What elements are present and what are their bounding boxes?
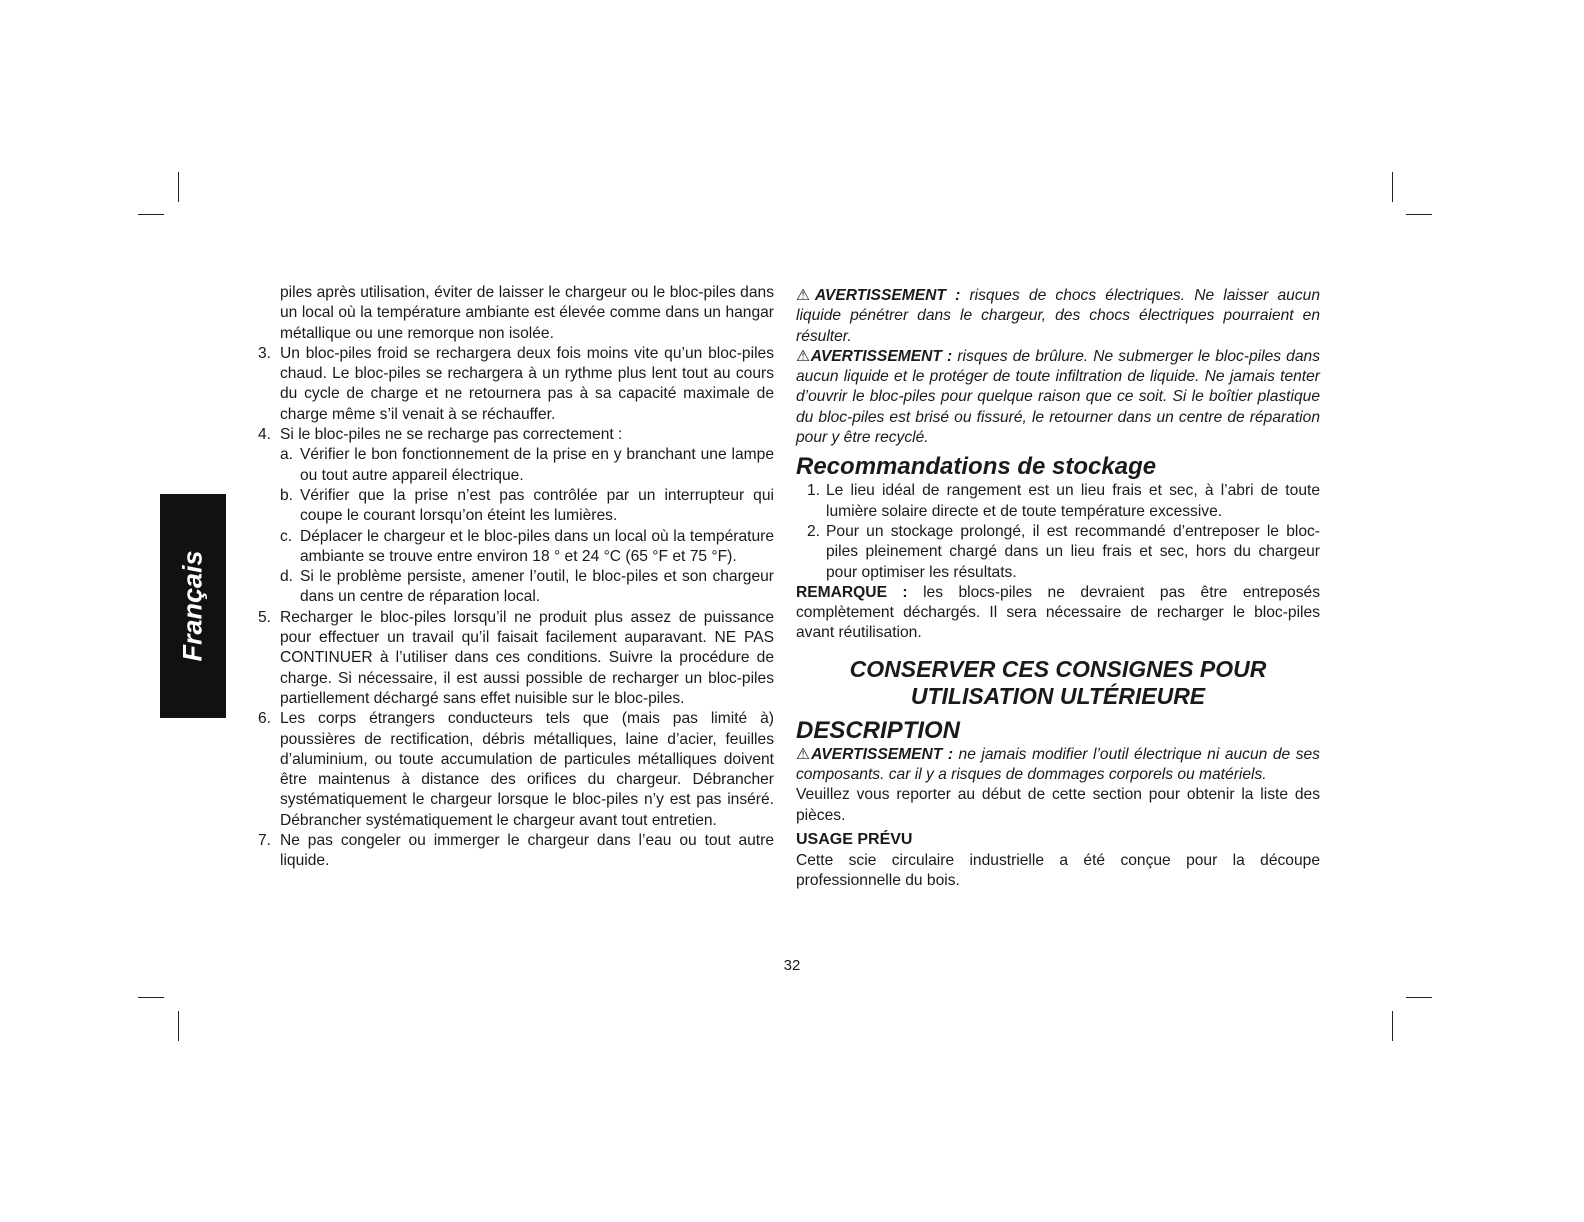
warning-shock <box>796 286 1320 347</box>
warning-label: AVERTISSEMENT : <box>811 745 954 763</box>
list-text: Le lieu idéal de rangement est un lieu frais et sec, à l’abri de toute lumière solaire directe et de toute température excessive. <box>826 482 1320 520</box>
list-number: 5. <box>258 608 272 626</box>
list-text: Déplacer le chargeur et le bloc-piles dans un local où la température ambiante se trouve entre environ 18 ° et 24 °C (65 °F et 75 °F). <box>300 527 774 565</box>
list-letter: b. <box>280 486 294 504</box>
crop-mark <box>178 1011 179 1041</box>
list-letter: a. <box>280 446 294 464</box>
warning-burn <box>796 347 1320 448</box>
list-number: 4. <box>258 426 272 444</box>
list-text: Les corps étrangers conducteurs tels que (mais pas limité à) poussières de rectification, débris métalliques, laine d’acier, feuilles d’aluminium, ou toute accumulation de particules métalliques doivent être maintenus à distance des orifices du chargeur. Débrancher systématiquement le chargeur lorsque le bloc-piles n’y est pas inséré. Débrancher systématiquement le chargeur avant tout entretien. <box>280 710 774 829</box>
list-text: Vérifier le bon fonctionnement de la prise en y branchant une lampe ou tout autre appareil électrique. <box>300 446 774 484</box>
list-text: Ne pas congeler ou immerger le chargeur dans l’eau ou tout autre liquide. <box>280 832 774 870</box>
list-item <box>258 608 774 709</box>
list-letter: d. <box>280 568 294 586</box>
list-letter: c. <box>280 527 293 545</box>
warning-text: ne jamais modifier l’outil électrique ni aucun de ses composants. car il y a risques de dommages corporels ou matériels. <box>796 745 1320 784</box>
list-item <box>258 425 774 445</box>
warning-triangle-icon: ⚠ <box>796 347 811 365</box>
list-number: 3. <box>258 344 272 362</box>
list-text: Recharger le bloc-piles lorsqu’il ne produit plus assez de puissance pour effectuer un travail qu’il faisait facilement auparavant. NE PAS CONTINUER à l’utiliser dans ces conditions. Suivre la procédure de charge. Si nécessaire, il est aussi possible de recharger un bloc-piles partiellement déchargé sans effet nuisible sur le bloc-piles. <box>280 608 774 707</box>
list-text: Vérifier que la prise n’est pas contrôlée par un interrupteur qui coupe le courant lorsqu’on éteint les lumières. <box>300 486 774 525</box>
keep-heading-line2: UTILISATION ULTÉRIEURE <box>910 682 1206 709</box>
crop-mark <box>1406 997 1432 998</box>
warning-label: AVERTISSEMENT : <box>810 347 953 365</box>
list-number: 6. <box>258 710 272 728</box>
list-item <box>258 344 774 425</box>
list-number: 2. <box>806 522 820 540</box>
sub-list-item <box>280 486 774 527</box>
usage-paragraph: Cette scie circulaire industrielle a été conçue pour la découpe professionnelle du bois. <box>796 851 1320 890</box>
warning-text: risques de chocs électriques. Ne laisser aucun liquide pénétrer dans le chargeur, des chocs électriques pourraient en résulter. <box>796 287 1320 345</box>
crop-mark <box>1392 1011 1393 1041</box>
list-text: Si le problème persiste, amener l’outil, le bloc-piles et son chargeur dans un centre de réparation local. <box>300 568 774 606</box>
usage-heading: USAGE PRÉVU <box>796 830 913 848</box>
warning-triangle-icon: ⚠ <box>796 745 812 763</box>
sub-list-item <box>280 445 774 486</box>
keep-instructions-heading <box>796 656 1320 710</box>
language-tab-label: Français <box>177 550 208 662</box>
list-item <box>258 831 774 872</box>
warning-text: risques de brûlure. Ne submerger le bloc-piles dans aucun liquide et le protéger de toute infiltration de liquide. Ne jamais tenter d’ouvrir le bloc-piles pour quelque raison que ce soit. Si le boîtier plastique du bloc-piles est brisé ou fissuré, le retourner dans un centre de réparation pour y être recyclé. <box>796 347 1320 447</box>
list-item <box>796 522 1320 583</box>
warning-label: AVERTISSEMENT : <box>814 287 961 304</box>
list-number: 1. <box>806 482 820 500</box>
keep-heading-line1: CONSERVER CES CONSIGNES POUR <box>849 655 1267 682</box>
intro-paragraph: piles après utilisation, éviter de laisser le chargeur ou le bloc-piles dans un local où la température ambiante est élevée comme dans un hangar métallique ou une remorque non isolée. <box>280 284 774 342</box>
description-paragraph: Veuillez vous reporter au début de cette section pour obtenir la liste des pièces. <box>796 786 1320 824</box>
note-text: les blocs-piles ne devraient pas être entreposés complètement déchargés. Il sera nécessaire de recharger le bloc-piles avant réutilisation. <box>796 583 1320 642</box>
list-text: Si le bloc-piles ne se recharge pas correctement : <box>280 426 623 444</box>
page-number: 32 <box>783 957 801 974</box>
storage-heading: Recommandations de stockage <box>796 453 1157 481</box>
list-item <box>258 709 774 831</box>
list-item <box>796 481 1320 522</box>
note-label: REMARQUE : <box>796 583 908 601</box>
left-column <box>258 283 774 872</box>
crop-mark <box>178 172 179 202</box>
crop-mark <box>138 214 164 215</box>
description-heading: DESCRIPTION <box>796 716 961 744</box>
crop-mark <box>138 997 164 998</box>
list-text: Pour un stockage prolongé, il est recommandé d’entreposer le bloc-piles pleinement chargé dans un lieu frais et sec, hors du chargeur pour optimiser les résultats. <box>826 522 1320 581</box>
warning-triangle-icon: ⚠ <box>796 287 815 304</box>
sub-list-item <box>280 527 774 568</box>
note-paragraph <box>796 583 1320 644</box>
language-tab <box>160 494 226 718</box>
list-number: 7. <box>258 832 272 850</box>
crop-mark <box>1392 172 1393 202</box>
right-column <box>796 286 1320 892</box>
list-text: Un bloc-piles froid se rechargera deux fois moins vite qu’un bloc-piles chaud. Le bloc-piles se rechargera à un rythme plus lent tout au cours du cycle de charge et ne retournera pas à sa capacité maximale de charge même s’il venait à se réchauffer. <box>280 344 774 423</box>
warning-modify <box>796 745 1320 786</box>
crop-mark <box>1406 214 1432 215</box>
sub-list-item <box>280 567 774 608</box>
